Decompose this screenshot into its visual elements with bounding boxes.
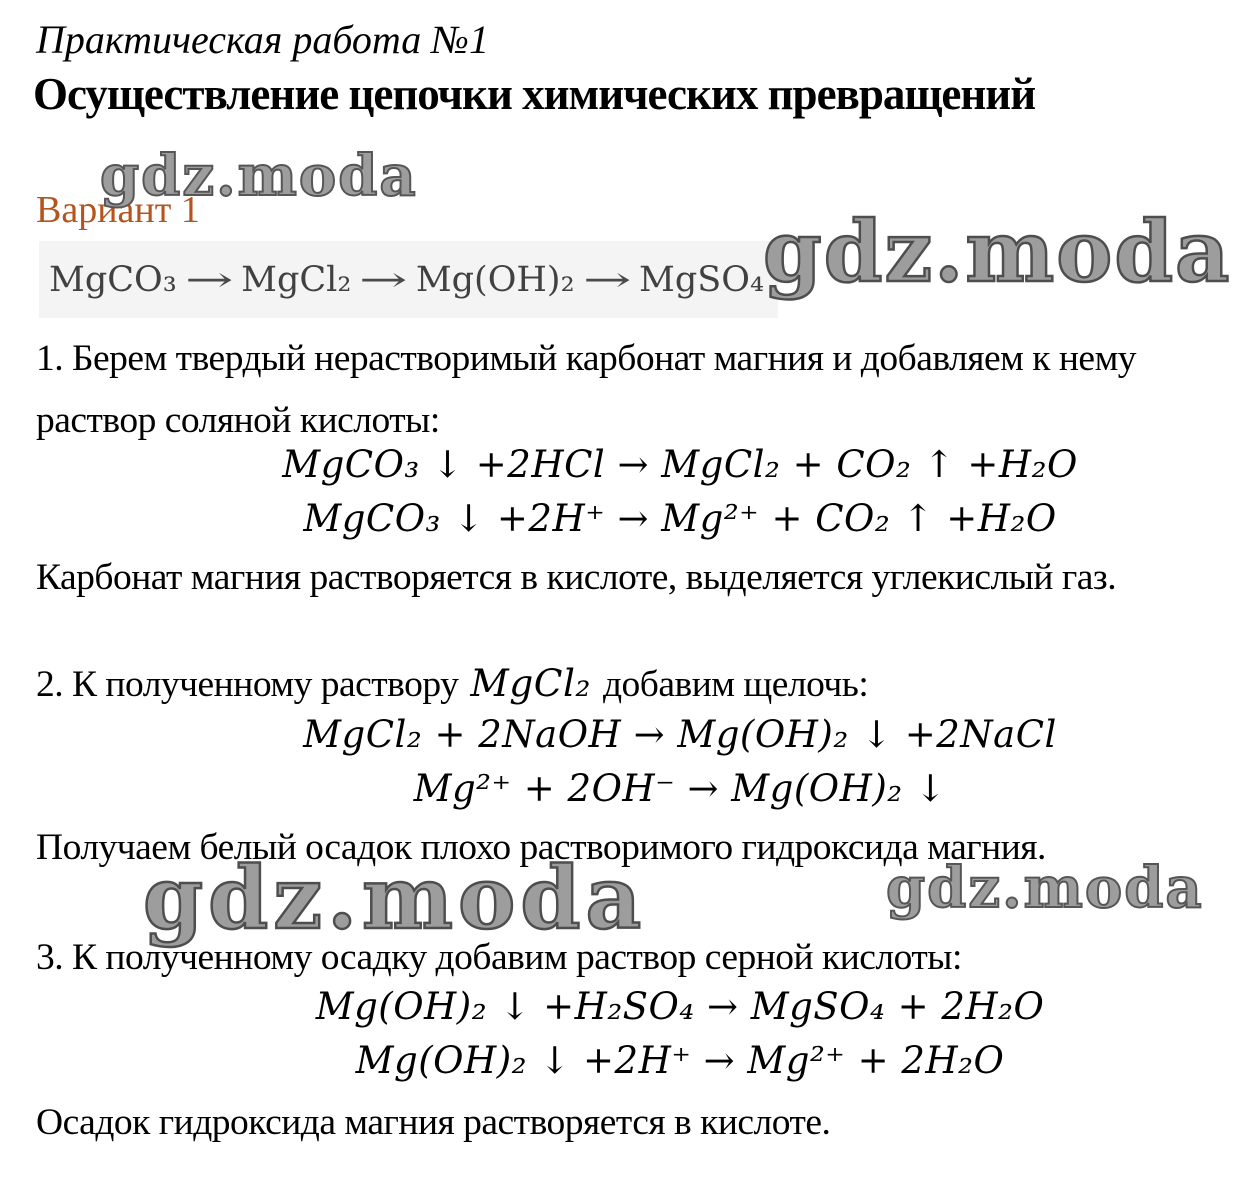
right-arrow-icon: →: [582, 259, 632, 300]
watermark-gdz-moda: gdz.moda: [143, 848, 647, 949]
step-3-conclusion: Осадок гидроксида магния растворяется в кислоте.: [36, 1102, 831, 1143]
right-arrow-icon: →: [359, 259, 408, 300]
equation-line: MgCO₃ ↓ +2H⁺ → Mg²⁺ + CO₂ ↑ +H₂O: [303, 497, 1057, 540]
equation-line: Mg(OH)₂ ↓ +H₂SO₄ → MgSO₄ + 2H₂O: [315, 985, 1045, 1028]
inline-formula: MgCl₂: [470, 661, 591, 705]
step-2-intro-text: добавим щелочь:: [602, 664, 869, 705]
step-1-equations: [110, 438, 1250, 546]
equation-line: Mg²⁺ + 2OH⁻ → Mg(OH)₂ ↓: [413, 767, 947, 810]
worksheet-subtitle: Практическая работа №1: [36, 17, 490, 62]
chain-formula-2: MgCl₂: [241, 259, 352, 300]
step-2-equations: [110, 708, 1250, 816]
watermark-gdz-moda: gdz.moda: [763, 202, 1232, 301]
page-title: Осуществление цепочки химических превращений: [33, 69, 1036, 119]
reaction-chain-snippet: [39, 241, 778, 318]
watermark-gdz-moda: gdz.moda: [100, 143, 418, 209]
variant-label: Вариант 1: [36, 189, 200, 231]
chain-formula-1: MgCO₃: [49, 259, 177, 300]
step-2-conclusion: Получаем белый осадок плохо растворимого гидроксида магния.: [36, 827, 1046, 868]
step-3-intro: 3. К полученному осадку добавим раствор серной кислоты:: [36, 937, 962, 978]
chain-formula-4: MgSO₄: [639, 259, 764, 300]
chain-formula-3: Mg(OH)₂: [415, 259, 575, 300]
step-1-intro: 1. Берем твердый нерастворимый карбонат магния и добавляем к нему раствор соляной кислоты:: [36, 338, 1137, 441]
watermark-gdz-moda: gdz.moda: [886, 855, 1204, 921]
equation-line: Mg(OH)₂ ↓ +2H⁺ → Mg²⁺ + 2H₂O: [355, 1039, 1005, 1082]
step-2-intro: [36, 652, 868, 716]
equation-line: MgCl₂ + 2NaOH → Mg(OH)₂ ↓ +2NaCl: [303, 713, 1057, 756]
equation-line: MgCO₃ ↓ +2HCl → MgCl₂ + CO₂ ↑ +H₂O: [282, 443, 1078, 486]
step-2-intro-text: 2. К полученному раствору: [36, 664, 459, 705]
step-3-equations: [110, 980, 1250, 1088]
step-1-conclusion: Карбонат магния растворяется в кислоте, выделяется углекислый газ.: [36, 557, 1117, 598]
right-arrow-icon: →: [184, 259, 234, 300]
